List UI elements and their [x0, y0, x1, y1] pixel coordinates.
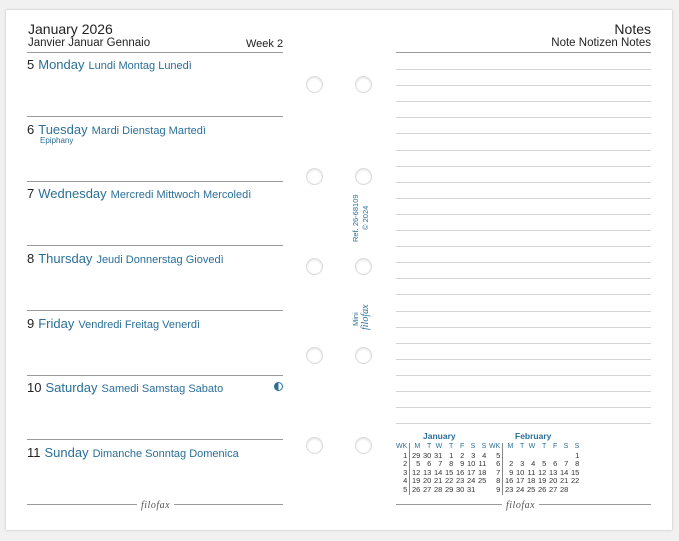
weekday-header: M: [507, 443, 514, 450]
mini-calendar-grid: [396, 443, 486, 495]
note-line: [396, 198, 651, 199]
note-line: [396, 246, 651, 247]
note-line: [396, 85, 651, 86]
date-cell: 26: [537, 484, 547, 494]
note-line: [396, 117, 651, 118]
date-cell: 5: [542, 459, 547, 469]
weekday-header: F: [553, 443, 558, 450]
week-column-header: WK: [489, 443, 503, 452]
date-cell: 4: [482, 450, 487, 460]
date-cell: 21: [559, 476, 569, 486]
day-sunday: [27, 444, 239, 462]
weekday-header: S: [481, 443, 487, 450]
date-cell: 17: [515, 476, 525, 486]
note-line: [396, 327, 651, 328]
binder-hole: [355, 258, 372, 275]
binder-hole: [355, 168, 372, 185]
note-line: [396, 407, 651, 408]
note-line: [396, 150, 651, 151]
date-cell: 15: [570, 467, 580, 477]
date-cell: [475, 486, 486, 495]
date-cell: 20: [422, 476, 432, 486]
day-separator: [27, 375, 283, 376]
date-cell: 28: [559, 484, 569, 494]
date-cell: 30: [455, 484, 465, 494]
day-translations: Vendredi Freitag Venerdì: [78, 319, 201, 331]
date-cell: 20: [548, 476, 558, 486]
notes-translations: Note Notizen Notes: [551, 37, 651, 49]
date-cell: 5: [416, 459, 421, 469]
date-cell: 7: [438, 459, 443, 469]
date-cell: [568, 486, 579, 495]
week-column-header: WK: [396, 443, 410, 452]
date-cell: 15: [444, 467, 454, 477]
footer-brand-left: filofax: [137, 500, 174, 511]
binder-hole: [306, 347, 323, 364]
date-cell: 4: [531, 459, 536, 469]
header-rule-right: [396, 52, 651, 53]
week-number-cell: 7: [489, 469, 503, 478]
weekday-header: T: [542, 443, 547, 450]
date-cell: 22: [570, 476, 580, 486]
binder-hole: [306, 437, 323, 454]
mini-calendar-week-row: [489, 486, 579, 495]
note-line: [396, 166, 651, 167]
size-label: Mini: [351, 312, 360, 326]
date-cell: 18: [526, 476, 536, 486]
note-line: [396, 278, 651, 279]
mini-calendar-week-row: [396, 486, 486, 495]
reference-code: Ref. 26-68109: [351, 194, 360, 242]
note-line: [396, 311, 651, 312]
first-quarter-moon-icon: [274, 382, 283, 391]
date-cell: 19: [411, 476, 421, 486]
day-translations: Samedi Samstag Sabato: [101, 383, 224, 395]
day-name: Saturday: [45, 380, 98, 395]
note-line: [396, 359, 651, 360]
mini-calendar-header-row: [489, 443, 579, 452]
note-line: [396, 391, 651, 392]
weekday-header: T: [449, 443, 454, 450]
binder-hole: [306, 76, 323, 93]
date-cell: 12: [411, 467, 421, 477]
day-name: Friday: [38, 316, 75, 331]
note-line: [396, 133, 651, 134]
spine-brand: filofax: [360, 304, 371, 330]
date-cell: 13: [548, 467, 558, 477]
date-cell: 18: [477, 467, 487, 477]
note-line: [396, 69, 651, 70]
month-title: January 2026: [28, 21, 113, 37]
date-cell: 13: [422, 467, 432, 477]
mini-calendar-february: [489, 431, 599, 501]
date-cell: 12: [537, 467, 547, 477]
date-cell: 25: [526, 484, 536, 494]
copyright-year: © 2024: [361, 205, 370, 230]
note-line: [396, 214, 651, 215]
date-cell: 1: [449, 450, 454, 460]
day-separator: [27, 310, 283, 311]
binder-hole: [355, 347, 372, 364]
day-separator: [27, 245, 283, 246]
date-cell: 2: [460, 450, 465, 460]
day-translations: Dimanche Sonntag Domenica: [92, 448, 239, 460]
day-number: 9: [27, 316, 35, 331]
date-cell: 25: [477, 476, 487, 486]
date-cell: 19: [537, 476, 547, 486]
date-cell: 29: [444, 484, 454, 494]
note-line: [396, 101, 651, 102]
date-cell: 6: [553, 459, 558, 469]
date-cell: 27: [548, 484, 558, 494]
date-cell: 9: [509, 467, 514, 477]
weekday-header: S: [574, 443, 580, 450]
mini-calendar-grid: [489, 443, 579, 495]
holiday-note: Epiphany: [40, 136, 74, 145]
date-cell: 11: [478, 459, 487, 469]
weekday-header: T: [427, 443, 432, 450]
day-number: 11: [27, 445, 41, 460]
note-line: [396, 262, 651, 263]
week-number: Week 2: [246, 38, 284, 50]
month-translations: Janvier Januar Gennaio: [28, 37, 151, 49]
weekday-header: T: [520, 443, 525, 450]
week-number-cell: 2: [396, 460, 410, 469]
date-cell: 16: [504, 476, 514, 486]
diary-page: [6, 10, 672, 530]
weekday-header: W: [528, 443, 536, 450]
day-name: Tuesday: [38, 122, 88, 137]
mini-calendar-title: February: [515, 431, 552, 441]
day-name: Thursday: [38, 251, 93, 266]
day-saturday: [27, 379, 223, 397]
date-cell: 23: [504, 484, 514, 494]
footer-brand-right: filofax: [502, 500, 539, 511]
day-monday: [27, 56, 192, 74]
date-cell: 9: [460, 459, 465, 469]
date-cell: 7: [564, 459, 569, 469]
date-cell: 31: [433, 450, 443, 460]
week-number-cell: 5: [396, 486, 410, 495]
day-translations: Mardi Dienstag Martedì: [91, 125, 206, 137]
day-separator: [27, 181, 283, 182]
date-cell: 1: [575, 450, 580, 460]
day-translations: Lundi Montag Lunedì: [88, 60, 192, 72]
day-separator: [27, 116, 283, 117]
day-number: 6: [27, 122, 35, 137]
note-line: [396, 294, 651, 295]
date-cell: 3: [520, 459, 525, 469]
week-number-cell: 1: [396, 452, 410, 461]
date-cell: 14: [559, 467, 569, 477]
binder-hole: [306, 258, 323, 275]
day-translations: Mercredi Mittwoch Mercoledì: [110, 189, 252, 201]
day-separator: [27, 439, 283, 440]
week-number-cell: 6: [489, 460, 503, 469]
date-cell: 10: [466, 459, 476, 469]
day-friday: [27, 315, 200, 333]
header-rule-left: [27, 52, 283, 53]
date-cell: 6: [427, 459, 432, 469]
date-cell: 11: [527, 467, 536, 477]
date-cell: 28: [433, 484, 443, 494]
note-line: [396, 182, 651, 183]
date-cell: 23: [455, 476, 465, 486]
date-cell: 29: [411, 450, 421, 460]
binder-hole: [355, 76, 372, 93]
day-name: Sunday: [44, 445, 89, 460]
day-number: 8: [27, 251, 35, 266]
weekday-header: M: [414, 443, 421, 450]
day-name: Wednesday: [38, 186, 107, 201]
weekday-header: F: [460, 443, 465, 450]
date-cell: 27: [422, 484, 432, 494]
date-cell: 31: [466, 484, 476, 494]
date-cell: 24: [515, 484, 525, 494]
day-wednesday: [27, 185, 251, 203]
date-cell: 2: [509, 459, 514, 469]
mini-calendar-title: January: [423, 431, 456, 441]
date-cell: 21: [433, 476, 443, 486]
day-number: 7: [27, 186, 35, 201]
weekday-header: W: [435, 443, 443, 450]
note-line: [396, 230, 651, 231]
note-line: [396, 423, 651, 424]
weekday-header: S: [470, 443, 476, 450]
date-cell: 10: [515, 467, 525, 477]
date-cell: 24: [466, 476, 476, 486]
date-cell: 8: [575, 459, 580, 469]
day-number: 10: [27, 380, 42, 395]
week-number-cell: 5: [489, 452, 503, 461]
week-number-cell: 3: [396, 469, 410, 478]
date-cell: 30: [422, 450, 432, 460]
week-number-cell: 4: [396, 477, 410, 486]
date-cell: 16: [455, 467, 465, 477]
binder-hole: [355, 437, 372, 454]
day-number: 5: [27, 57, 35, 72]
day-name: Monday: [38, 57, 85, 72]
notes-title: Notes: [614, 21, 651, 37]
date-cell: 22: [444, 476, 454, 486]
note-line: [396, 343, 651, 344]
day-thursday: [27, 250, 224, 268]
date-cell: 17: [466, 467, 476, 477]
date-cell: 3: [471, 450, 476, 460]
binder-hole: [306, 168, 323, 185]
weekday-header: S: [563, 443, 569, 450]
week-number-cell: 9: [489, 486, 503, 495]
week-number-cell: 8: [489, 477, 503, 486]
date-cell: 26: [411, 484, 421, 494]
date-cell: 14: [433, 467, 443, 477]
note-line: [396, 375, 651, 376]
date-cell: 8: [449, 459, 454, 469]
day-translations: Jeudi Donnerstag Giovedì: [96, 254, 224, 266]
